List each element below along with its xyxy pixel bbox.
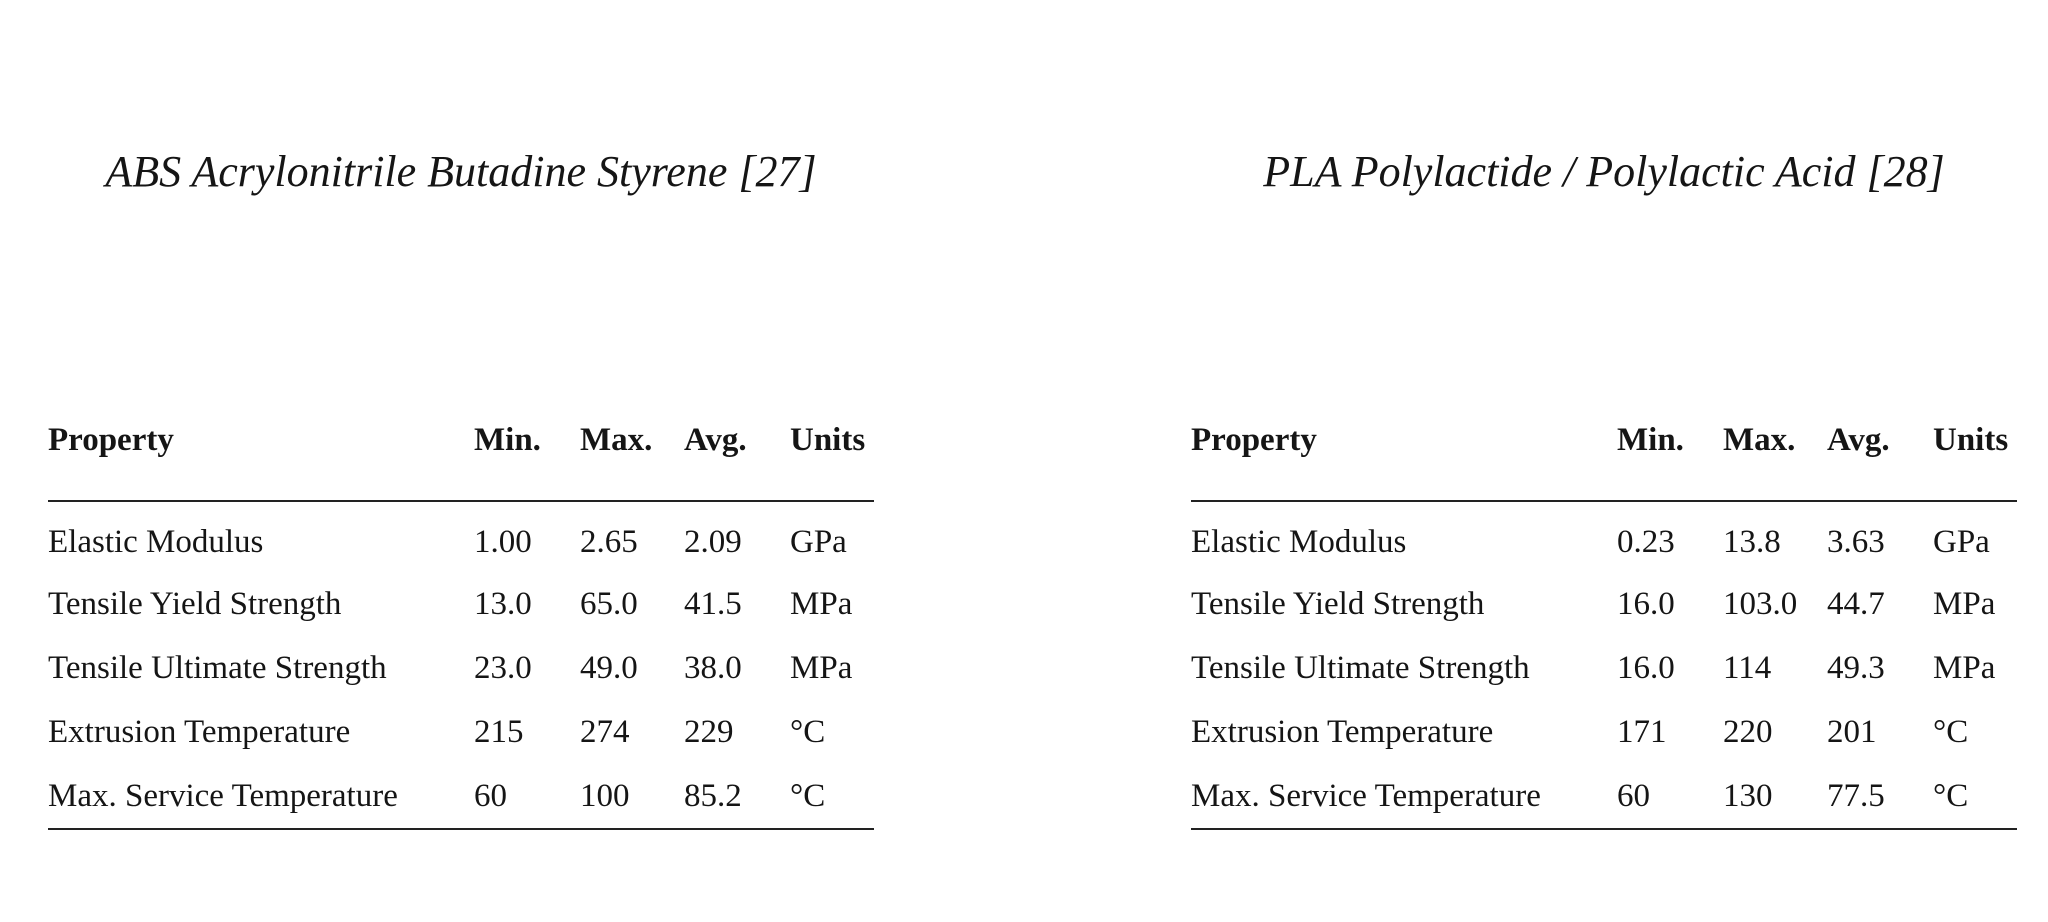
property-cell: Elastic Modulus (1191, 523, 1407, 560)
abs-table-title: ABS Acrylonitrile Butadine Styrene [27] (105, 147, 817, 196)
avg-cell: 2.09 (684, 523, 742, 560)
property-cell: Max. Service Temperature (48, 764, 474, 829)
column-header-avg: Avg. (684, 422, 790, 501)
table-row (1191, 764, 2017, 829)
table-row (1191, 700, 2017, 764)
table-row (48, 764, 874, 829)
table-row (1191, 636, 2017, 700)
table-row (48, 572, 874, 636)
min-cell: 1.00 (474, 523, 532, 560)
table-row (1191, 501, 2017, 572)
table-row (48, 700, 874, 764)
min-cell: 60 (1617, 764, 1723, 829)
min-cell: 16.0 (1617, 585, 1675, 622)
min-cell: 215 (474, 713, 524, 750)
max-cell: 2.65 (580, 523, 638, 560)
max-cell: 103.0 (1723, 585, 1798, 622)
property-cell: Tensile Ultimate Strength (48, 649, 387, 686)
min-cell: 23.0 (474, 649, 532, 686)
avg-cell: 44.7 (1827, 585, 1885, 622)
table-row (48, 501, 874, 572)
pla-properties-panel (1191, 0, 2017, 922)
column-header-property: Property (48, 422, 474, 501)
units-cell: °C (790, 713, 826, 750)
max-cell: 114 (1723, 649, 1772, 686)
pla-properties-table (1191, 422, 2017, 830)
column-header-min: Min. (1617, 422, 1723, 501)
column-header-avg: Avg. (1827, 422, 1933, 501)
min-cell: 0.23 (1617, 523, 1675, 560)
units-cell: MPa (790, 585, 853, 622)
avg-cell: 3.63 (1827, 523, 1885, 560)
table-row (48, 636, 874, 700)
property-cell: Extrusion Temperature (1191, 713, 1494, 750)
avg-cell: 77.5 (1827, 764, 1933, 829)
max-cell: 13.8 (1723, 523, 1781, 560)
max-cell: 130 (1723, 764, 1827, 829)
table-header-row (48, 422, 874, 501)
property-cell: Elastic Modulus (48, 523, 264, 560)
units-cell: GPa (790, 523, 847, 560)
property-cell: Tensile Yield Strength (48, 585, 342, 622)
column-header-property: Property (1191, 422, 1617, 501)
min-cell: 16.0 (1617, 649, 1675, 686)
property-cell: Max. Service Temperature (1191, 764, 1617, 829)
column-header-max: Max. (1723, 422, 1827, 501)
abs-properties-table (48, 422, 874, 830)
max-cell: 274 (580, 713, 630, 750)
min-cell: 171 (1617, 713, 1667, 750)
units-cell: °C (1933, 764, 2017, 829)
units-cell: MPa (790, 649, 853, 686)
units-cell: °C (790, 764, 874, 829)
min-cell: 60 (474, 764, 580, 829)
max-cell: 65.0 (580, 585, 638, 622)
property-cell: Tensile Yield Strength (1191, 585, 1485, 622)
avg-cell: 229 (684, 713, 734, 750)
property-cell: Tensile Ultimate Strength (1191, 649, 1530, 686)
abs-properties-panel (48, 0, 874, 922)
column-header-max: Max. (580, 422, 684, 501)
avg-cell: 38.0 (684, 649, 742, 686)
column-header-units: Units (1933, 422, 2017, 501)
property-cell: Extrusion Temperature (48, 713, 351, 750)
max-cell: 100 (580, 764, 684, 829)
min-cell: 13.0 (474, 585, 532, 622)
pla-table-title: PLA Polylactide / Polylactic Acid [28] (1263, 147, 1945, 196)
avg-cell: 49.3 (1827, 649, 1885, 686)
table-row (1191, 572, 2017, 636)
max-cell: 49.0 (580, 649, 638, 686)
column-header-units: Units (790, 422, 874, 501)
units-cell: MPa (1933, 585, 1996, 622)
units-cell: MPa (1933, 649, 1996, 686)
units-cell: GPa (1933, 523, 1990, 560)
avg-cell: 41.5 (684, 585, 742, 622)
max-cell: 220 (1723, 713, 1773, 750)
units-cell: °C (1933, 713, 1969, 750)
table-header-row (1191, 422, 2017, 501)
avg-cell: 201 (1827, 713, 1877, 750)
avg-cell: 85.2 (684, 764, 790, 829)
column-header-min: Min. (474, 422, 580, 501)
